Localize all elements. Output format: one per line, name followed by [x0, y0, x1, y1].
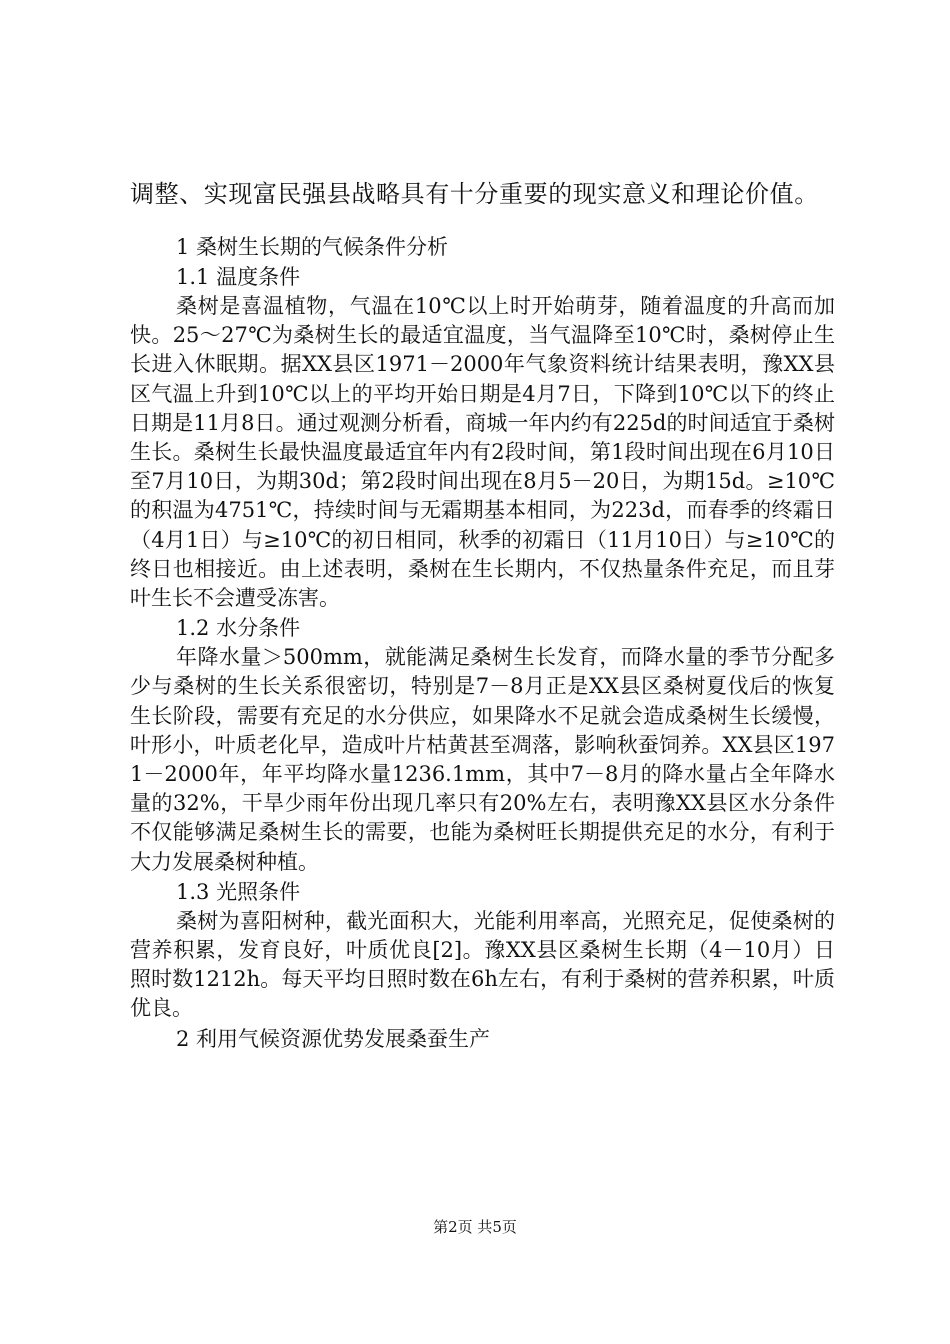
- subsection-1-2-heading: 1.2 水分条件: [176, 616, 301, 641]
- section-1-heading: 1 桑树生长期的气候条件分析: [176, 235, 449, 259]
- subsection-1-3-heading: 1.3 光照条件: [176, 879, 301, 904]
- temperature-paragraph: 桑树是喜温植物，气温在10℃以上时开始萌芽，随着温度的升高而加快。25～27℃为桑树生长的最适宜温度，当气温降至10℃时，桑树停止生长进入休眠期。据XX县区1971－2000年气象资料统计结果表明，豫XX县区气温上升到10℃以上的平均开始日期是4月7日，下降到10℃以下的终止日期是11月8日。通过观测分析看，商城一年内约有225d的时间适宜于桑树生长。桑树生长最快温度最适宜年内有2段时间，第1段时间出现在6月10日至7月10日，为期30d；第2段时间出现在8月5－20日，为期15d。≥10℃的积温为4751℃，持续时间与无霜期基本相同，为223d，而春季的终霜日（4月1日）与≥10℃的初日相同，秋季的初霜日（11月10日）与≥10℃的终日也相接近。由上述表明，桑树在生长期内，不仅热量条件充足，而且芽叶生长不会遭受冻害。: [130, 294, 835, 611]
- continuation-text: 调整、实现富民强县战略具有十分重要的现实意义和理论价值。: [130, 180, 819, 208]
- section-2-heading: 2 利用气候资源优势发展桑蚕生产: [176, 1026, 491, 1051]
- page-number-footer: 第2页 共5页: [433, 1218, 517, 1236]
- moisture-paragraph: 年降水量＞500mm，就能满足桑树生长发育，而降水量的季节分配多少与桑树的生长关系很密切，特别是7－8月正是XX县区桑树夏伐后的恢复生长阶段，需要有充足的水分供应，如果降水不足就会造成桑树生长缓慢，叶形小，叶质老化早，造成叶片枯黄甚至凋落，影响秋蚕饲养。XX县区1971－2000年，年平均降水量1236.1mm，其中7－8月的降水量占全年降水量的32%，干旱少雨年份出现几率只有20%左右，表明豫XX县区水分条件不仅能够满足桑树生长的需要，也能为桑树旺长期提供充足的水分，有利于大力发展桑树种植。: [130, 645, 835, 874]
- subsection-1-1-heading: 1.1 温度条件: [176, 265, 301, 289]
- sunlight-paragraph: 桑树为喜阳树种，截光面积大，光能利用率高，光照充足，促使桑树的营养积累，发育良好，叶质优良[2]。豫XX县区桑树生长期（4－10月）日照时数1212h。每天平均日照时数在6h左右，有利于桑树的营养积累，叶质优良。: [130, 908, 835, 1021]
- document-body: [130, 178, 835, 1054]
